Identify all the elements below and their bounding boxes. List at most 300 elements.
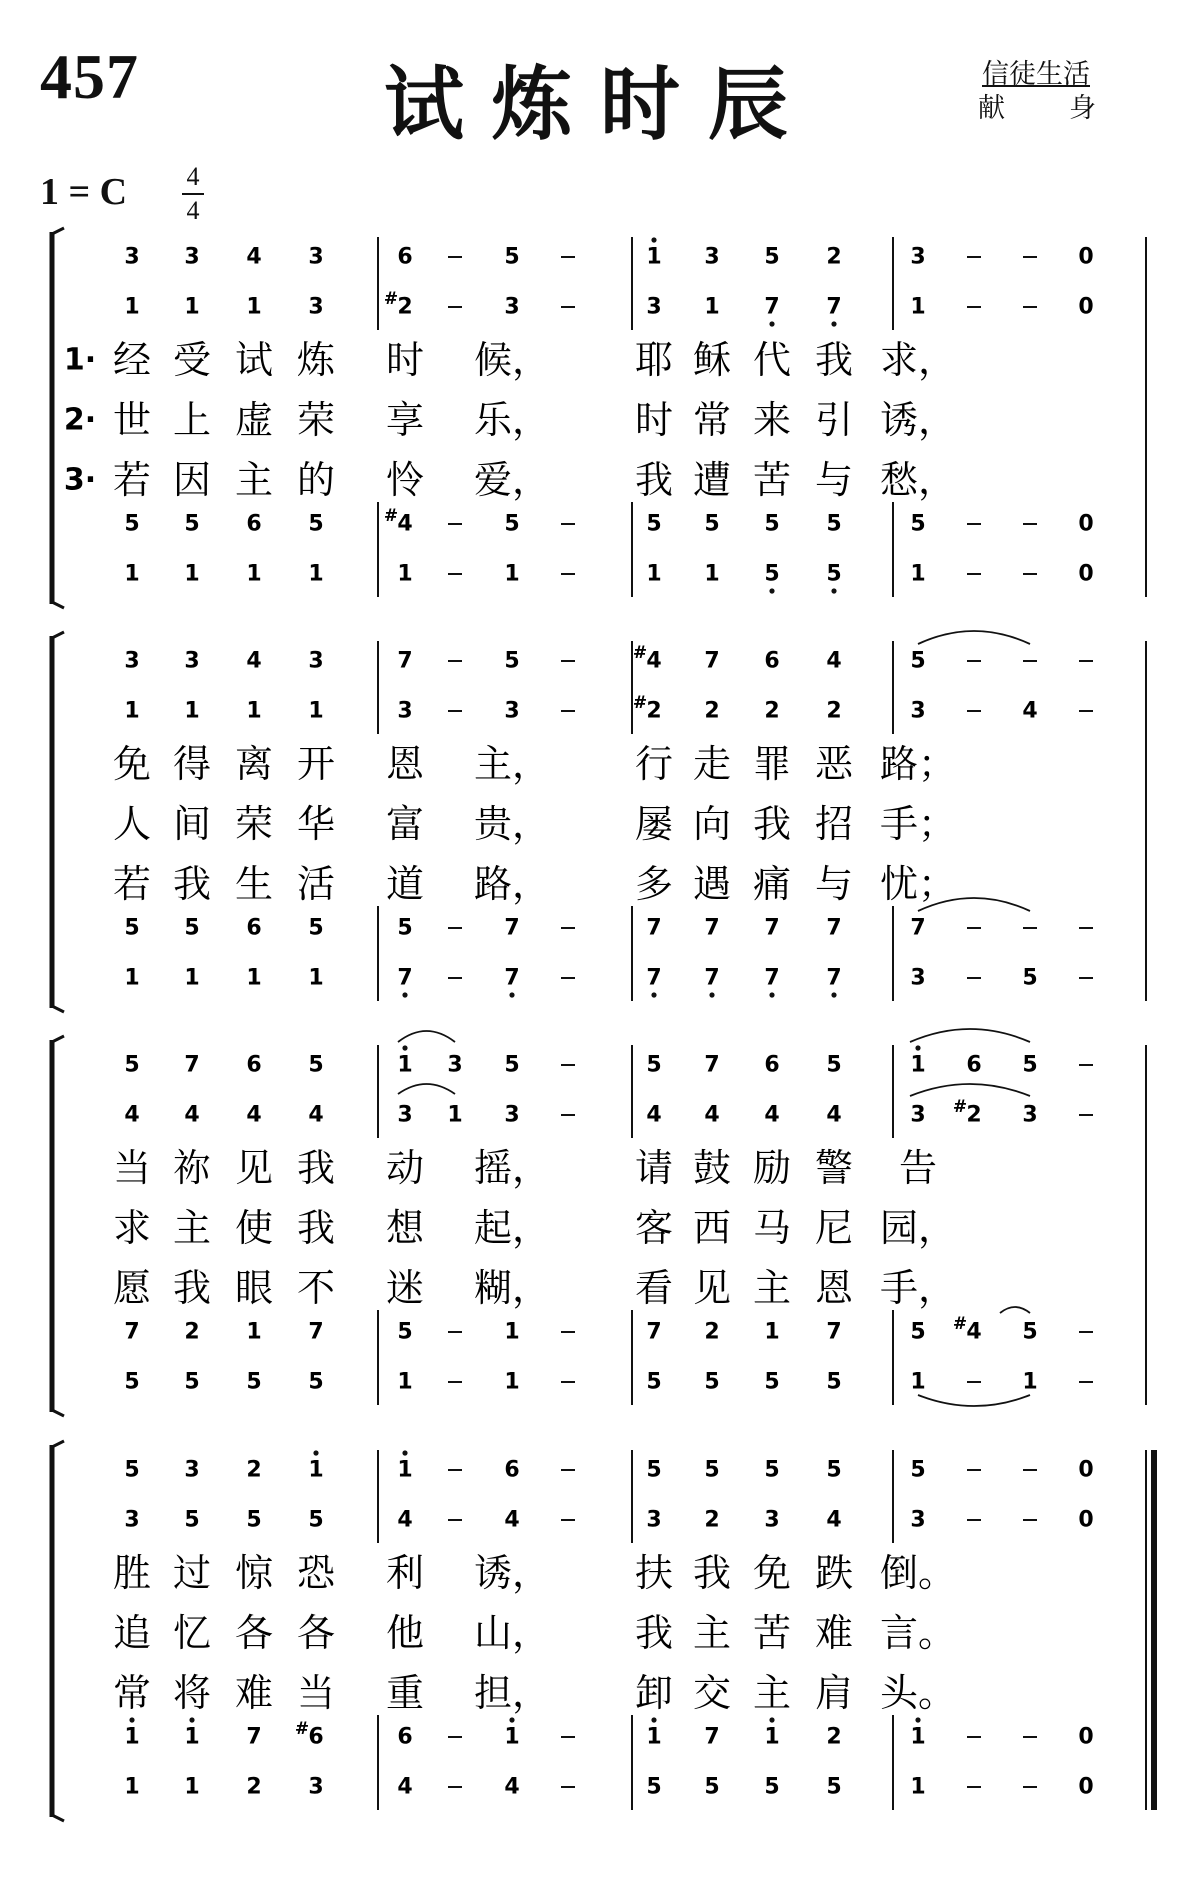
alto-note: 0 xyxy=(1078,294,1094,320)
lyric-char: 享 xyxy=(385,398,425,442)
alto-note: 1 xyxy=(447,1102,463,1128)
lyric-char: 担， xyxy=(473,1671,551,1715)
alto-note: 3 xyxy=(504,1102,520,1128)
tenor-note: 1 xyxy=(764,1724,780,1750)
lyric-char: 走 xyxy=(692,742,732,786)
soprano-note: 5 xyxy=(504,244,520,270)
lyric-char: 多 xyxy=(634,862,674,906)
alto-note: 2 xyxy=(704,698,720,724)
sharp-sign: # xyxy=(294,1719,310,1739)
tenor-note: 1 xyxy=(246,1319,262,1345)
lyric-char: 我 xyxy=(692,1551,732,1595)
octave-high-dot xyxy=(189,1717,194,1722)
bracket-hook-bottom xyxy=(52,1410,64,1416)
slur xyxy=(398,1031,455,1042)
bass-note: 1 xyxy=(246,561,262,587)
tenor-note: 5 xyxy=(308,915,324,941)
soprano-note: 3 xyxy=(308,244,324,270)
octave-low-dot xyxy=(651,992,656,997)
bass-note: 7 xyxy=(397,965,413,991)
octave-low-dot xyxy=(709,992,714,997)
lyric-char: 难 xyxy=(814,1611,854,1655)
soprano-note: 3 xyxy=(308,648,324,674)
alto-note: 1 xyxy=(184,294,200,320)
alto-note: 3 xyxy=(646,1507,662,1533)
alto-note: 2 xyxy=(764,698,780,724)
bass-note: 1 xyxy=(124,1774,140,1800)
sharp-sign: # xyxy=(952,1097,968,1117)
lyric-char: 主 xyxy=(692,1611,732,1655)
key-signature: 1 = C xyxy=(40,171,128,213)
lyric-char: 我 xyxy=(172,862,212,906)
lyric-char: 经 xyxy=(112,338,152,382)
lyric-char: 受 xyxy=(172,338,212,382)
lyric-char: 励 xyxy=(752,1146,792,1190)
alto-note: 3 xyxy=(646,294,662,320)
bass-note: 7 xyxy=(826,965,842,991)
alto-note: 4 xyxy=(504,1507,520,1533)
soprano-note: 4 xyxy=(246,244,262,270)
alto-note: 1 xyxy=(246,698,262,724)
lyric-char: 开 xyxy=(296,742,336,786)
soprano-note: 3 xyxy=(184,244,200,270)
octave-high-dot xyxy=(509,1717,514,1722)
lyric-char: 路， xyxy=(473,862,551,906)
bass-note: 1 xyxy=(308,965,324,991)
soprano-note: 5 xyxy=(764,1457,780,1483)
lyric-char: 贵， xyxy=(473,802,551,846)
lyric-char: 与 xyxy=(814,862,854,906)
alto-note: 3 xyxy=(1022,1102,1038,1128)
lyric-char: 罪 xyxy=(752,742,792,786)
bracket-hook-bottom xyxy=(52,602,64,608)
lyric-char: 忧； xyxy=(879,862,957,906)
lyric-char: 我 xyxy=(634,458,674,502)
lyric-char: 我 xyxy=(296,1206,336,1250)
bass-note: 2 xyxy=(246,1774,262,1800)
bracket-hook-top xyxy=(52,632,64,638)
alto-note: 3 xyxy=(764,1507,780,1533)
alto-note: 3 xyxy=(504,294,520,320)
bass-note: 1 xyxy=(704,561,720,587)
lyric-char: 头。 xyxy=(879,1671,957,1715)
soprano-note: 7 xyxy=(184,1052,200,1078)
soprano-note: 2 xyxy=(246,1457,262,1483)
bass-note: 7 xyxy=(764,965,780,991)
lyric-char: 时 xyxy=(385,338,425,382)
subcategory-label: 献身 xyxy=(978,93,1096,124)
octave-low-dot xyxy=(769,992,774,997)
tenor-note: 5 xyxy=(826,511,842,537)
octave-high-dot xyxy=(402,1450,407,1455)
octave-high-dot xyxy=(915,1045,920,1050)
lyric-char: 来 xyxy=(752,398,792,442)
bass-note: 7 xyxy=(704,965,720,991)
lyric-char: 乐， xyxy=(473,398,551,442)
octave-high-dot xyxy=(651,1717,656,1722)
tenor-note: 7 xyxy=(764,915,780,941)
lyric-char: 警 xyxy=(814,1146,854,1190)
alto-note: 1 xyxy=(246,294,262,320)
soprano-note: 7 xyxy=(397,648,413,674)
slur xyxy=(918,1395,1030,1406)
soprano-note: 7 xyxy=(704,1052,720,1078)
tenor-note: 5 xyxy=(308,511,324,537)
lyric-char: 将 xyxy=(172,1671,212,1715)
alto-note: 1 xyxy=(184,698,200,724)
lyric-char: 离 xyxy=(234,742,274,786)
lyric-char: 求， xyxy=(879,338,957,382)
lyric-char: 见 xyxy=(234,1146,274,1190)
lyric-char: 虚 xyxy=(234,398,274,442)
octave-high-dot xyxy=(651,237,656,242)
lyric-char: 胜 xyxy=(112,1551,152,1595)
lyric-char: 请 xyxy=(634,1146,674,1190)
verse-number: 2· xyxy=(63,402,97,438)
alto-note: 7 xyxy=(764,294,780,320)
tenor-note: 5 xyxy=(184,511,200,537)
lyric-char: 重 xyxy=(385,1671,425,1715)
lyric-char: 荣 xyxy=(296,398,336,442)
octave-low-dot xyxy=(831,992,836,997)
bass-note: 5 xyxy=(646,1369,662,1395)
lyric-char: 我 xyxy=(634,1611,674,1655)
tenor-note: 1 xyxy=(504,1319,520,1345)
lyric-char: 富 xyxy=(385,802,425,846)
tenor-note: 2 xyxy=(184,1319,200,1345)
lyric-char: 追 xyxy=(112,1611,152,1655)
soprano-note: 4 xyxy=(826,648,842,674)
lyric-char: 愁， xyxy=(879,458,957,502)
soprano-note: 6 xyxy=(397,244,413,270)
tenor-note: 1 xyxy=(646,1724,662,1750)
lyric-char: 若 xyxy=(112,862,152,906)
lyric-char: 怜 xyxy=(385,458,425,502)
hymn-title: 试炼时辰 xyxy=(384,58,816,151)
sharp-sign: # xyxy=(952,1314,968,1334)
lyric-char: 园， xyxy=(879,1206,957,1250)
soprano-note: 5 xyxy=(910,1457,926,1483)
tenor-note: 5 xyxy=(704,511,720,537)
lyric-char: 路； xyxy=(879,742,957,786)
tenor-note: 5 xyxy=(184,915,200,941)
lyric-char: 我 xyxy=(814,338,854,382)
alto-note: 3 xyxy=(397,1102,413,1128)
bass-note: 1 xyxy=(504,1369,520,1395)
bass-note: 1 xyxy=(910,1774,926,1800)
lyric-char: 世 xyxy=(112,398,152,442)
soprano-note: 5 xyxy=(826,1457,842,1483)
lyric-char: 免 xyxy=(752,1551,792,1595)
soprano-note: 3 xyxy=(447,1052,463,1078)
alto-note: 4 xyxy=(826,1102,842,1128)
lyric-char: 惊 xyxy=(234,1551,274,1595)
lyric-char: 言。 xyxy=(879,1611,957,1655)
soprano-note: 0 xyxy=(1078,1457,1094,1483)
soprano-note: 5 xyxy=(646,1052,662,1078)
lyric-char: 难 xyxy=(234,1671,274,1715)
lyric-char: 倒。 xyxy=(879,1551,957,1595)
lyric-char: 试 xyxy=(234,338,274,382)
lyric-char: 我 xyxy=(752,802,792,846)
alto-note: 4 xyxy=(124,1102,140,1128)
soprano-note: 2 xyxy=(826,244,842,270)
lyric-char: 跌 xyxy=(814,1551,854,1595)
tenor-note: 1 xyxy=(184,1724,200,1750)
alto-note: 4 xyxy=(308,1102,324,1128)
soprano-note: 4 xyxy=(246,648,262,674)
tenor-note: 1 xyxy=(124,1724,140,1750)
alto-note: 3 xyxy=(910,698,926,724)
soprano-note: 4 xyxy=(646,648,662,674)
octave-low-dot xyxy=(769,321,774,326)
sharp-sign: # xyxy=(383,289,399,309)
octave-high-dot xyxy=(769,1717,774,1722)
lyric-char: 痛 xyxy=(752,862,792,906)
slur xyxy=(918,631,1030,644)
bass-note: 1 xyxy=(910,561,926,587)
bass-note: 1 xyxy=(910,1369,926,1395)
alto-note: 4 xyxy=(246,1102,262,1128)
bass-note: 5 xyxy=(764,1774,780,1800)
soprano-note: 1 xyxy=(397,1457,413,1483)
soprano-note: 6 xyxy=(764,1052,780,1078)
lyric-char: 手； xyxy=(879,802,957,846)
tenor-note: 4 xyxy=(966,1319,982,1345)
lyric-char: 交 xyxy=(692,1671,732,1715)
soprano-note: 5 xyxy=(504,1052,520,1078)
tenor-note: 7 xyxy=(646,915,662,941)
alto-note: 3 xyxy=(910,1102,926,1128)
alto-note: 3 xyxy=(504,698,520,724)
lyric-char: 主 xyxy=(172,1206,212,1250)
lyric-char: 当 xyxy=(112,1146,152,1190)
alto-note: 1 xyxy=(124,698,140,724)
lyric-char: 免 xyxy=(112,742,152,786)
sharp-sign: # xyxy=(383,506,399,526)
bass-note: 5 xyxy=(826,1369,842,1395)
lyric-char: 行 xyxy=(634,742,674,786)
lyric-char: 过 xyxy=(172,1551,212,1595)
tenor-note: 0 xyxy=(1078,511,1094,537)
soprano-note: 3 xyxy=(184,1457,200,1483)
lyric-char: 利 xyxy=(385,1551,425,1595)
octave-low-dot xyxy=(831,588,836,593)
alto-note: 4 xyxy=(826,1507,842,1533)
tenor-note: 2 xyxy=(704,1319,720,1345)
lyric-char: 想 xyxy=(385,1206,425,1250)
alto-note: 4 xyxy=(646,1102,662,1128)
soprano-note: 3 xyxy=(124,648,140,674)
bass-note: 5 xyxy=(764,561,780,587)
soprano-note: 5 xyxy=(646,1457,662,1483)
bass-note: 1 xyxy=(124,561,140,587)
lyric-char: 因 xyxy=(172,458,212,502)
octave-high-dot xyxy=(915,1717,920,1722)
lyric-char: 稣 xyxy=(692,338,732,382)
soprano-note: 5 xyxy=(124,1457,140,1483)
soprano-note: 1 xyxy=(397,1052,413,1078)
tenor-note: 7 xyxy=(504,915,520,941)
lyric-char: 忆 xyxy=(172,1611,212,1655)
lyric-char: 生 xyxy=(234,862,274,906)
lyric-char: 向 xyxy=(692,802,732,846)
tenor-note: 0 xyxy=(1078,1724,1094,1750)
soprano-note: 5 xyxy=(704,1457,720,1483)
soprano-note: 5 xyxy=(308,1052,324,1078)
lyric-char: 遇 xyxy=(692,862,732,906)
alto-note: 3 xyxy=(124,1507,140,1533)
soprano-note: 1 xyxy=(910,1052,926,1078)
alto-note: 3 xyxy=(910,1507,926,1533)
lyric-char: 华 xyxy=(296,802,336,846)
octave-high-dot xyxy=(402,1045,407,1050)
tenor-note: 7 xyxy=(646,1319,662,1345)
bass-note: 5 xyxy=(1022,965,1038,991)
octave-low-dot xyxy=(769,588,774,593)
lyric-char: 主 xyxy=(752,1671,792,1715)
alto-note: 0 xyxy=(1078,1507,1094,1533)
tenor-note: 5 xyxy=(646,511,662,537)
soprano-note: 6 xyxy=(966,1052,982,1078)
bass-note: 5 xyxy=(246,1369,262,1395)
lyric-char: 道 xyxy=(385,862,425,906)
soprano-note: 1 xyxy=(308,1457,324,1483)
lyric-char: 西 xyxy=(692,1206,732,1250)
tenor-note: 6 xyxy=(246,915,262,941)
bass-note: 5 xyxy=(704,1369,720,1395)
slur xyxy=(910,1084,1030,1096)
lyric-char: 恐 xyxy=(296,1551,336,1595)
lyric-char: 常 xyxy=(112,1671,152,1715)
lyric-char: 肩 xyxy=(814,1671,854,1715)
lyric-char: 代 xyxy=(752,338,792,382)
tenor-note: 5 xyxy=(397,915,413,941)
lyric-char: 炼 xyxy=(296,338,336,382)
lyric-char: 时 xyxy=(634,398,674,442)
bass-note: 0 xyxy=(1078,1774,1094,1800)
sharp-sign: # xyxy=(632,693,648,713)
alto-note: 3 xyxy=(308,294,324,320)
lyric-char: 苦 xyxy=(752,1611,792,1655)
lyric-char: 恩 xyxy=(385,742,425,786)
octave-low-dot xyxy=(402,992,407,997)
lyric-char: 屡 xyxy=(634,802,674,846)
lyric-char: 恩 xyxy=(814,1266,854,1310)
lyric-char: 不 xyxy=(296,1266,336,1310)
tenor-note: 7 xyxy=(246,1724,262,1750)
slur xyxy=(1000,1307,1030,1313)
alto-note: 5 xyxy=(184,1507,200,1533)
soprano-note: 6 xyxy=(764,648,780,674)
alto-note: 2 xyxy=(646,698,662,724)
soprano-note: 6 xyxy=(504,1457,520,1483)
bass-note: 1 xyxy=(397,561,413,587)
octave-high-dot xyxy=(129,1717,134,1722)
lyric-char: 各 xyxy=(234,1611,274,1655)
lyric-char: 人 xyxy=(112,802,152,846)
lyric-char: 马 xyxy=(752,1206,792,1250)
bass-note: 1 xyxy=(246,965,262,991)
alto-note: 4 xyxy=(704,1102,720,1128)
tenor-note: 5 xyxy=(124,915,140,941)
lyric-char: 引 xyxy=(814,398,854,442)
lyric-char: 荣 xyxy=(234,802,274,846)
soprano-note: 5 xyxy=(504,648,520,674)
bass-note: 5 xyxy=(124,1369,140,1395)
lyric-char: 卸 xyxy=(634,1671,674,1715)
lyric-char: 看 xyxy=(634,1266,674,1310)
bass-note: 4 xyxy=(504,1774,520,1800)
tenor-note: 7 xyxy=(704,915,720,941)
tenor-note: 5 xyxy=(910,511,926,537)
lyric-char: 山， xyxy=(473,1611,551,1655)
lyric-char: 尼 xyxy=(814,1206,854,1250)
lyric-char: 各 xyxy=(296,1611,336,1655)
tenor-note: 4 xyxy=(397,511,413,537)
slur xyxy=(398,1084,455,1094)
bass-note: 4 xyxy=(397,1774,413,1800)
lyric-char: 迷 xyxy=(385,1266,425,1310)
bass-note: 1 xyxy=(184,561,200,587)
alto-note: 1 xyxy=(308,698,324,724)
bass-note: 3 xyxy=(910,965,926,991)
bracket-hook-top xyxy=(52,228,64,234)
lyric-char: 遭 xyxy=(692,458,732,502)
lyric-char: 诱， xyxy=(473,1551,551,1595)
bass-note: 3 xyxy=(308,1774,324,1800)
lyric-char: 起， xyxy=(473,1206,551,1250)
tenor-note: 6 xyxy=(397,1724,413,1750)
lyric-char: 主， xyxy=(473,742,551,786)
tenor-note: 6 xyxy=(246,511,262,537)
soprano-note: 1 xyxy=(646,244,662,270)
tenor-note: 7 xyxy=(910,915,926,941)
lyric-char: 眼 xyxy=(234,1266,274,1310)
lyric-char: 主 xyxy=(752,1266,792,1310)
alto-note: 5 xyxy=(308,1507,324,1533)
lyric-char: 摇， xyxy=(473,1146,551,1190)
bass-note: 1 xyxy=(124,965,140,991)
alto-note: 1 xyxy=(124,294,140,320)
lyric-char: 我 xyxy=(296,1146,336,1190)
bass-note: 1 xyxy=(397,1369,413,1395)
alto-note: 2 xyxy=(826,698,842,724)
time-signature-beats: 4 xyxy=(186,162,200,191)
soprano-note: 7 xyxy=(704,648,720,674)
bass-note: 5 xyxy=(764,1369,780,1395)
alto-note: 2 xyxy=(397,294,413,320)
tenor-note: 7 xyxy=(826,1319,842,1345)
soprano-note: 3 xyxy=(184,648,200,674)
lyric-char: 求 xyxy=(112,1206,152,1250)
tenor-note: 5 xyxy=(910,1319,926,1345)
lyric-char: 客 xyxy=(634,1206,674,1250)
alto-note: 1 xyxy=(910,294,926,320)
lyric-char: 糊， xyxy=(473,1266,551,1310)
lyric-char: 他 xyxy=(385,1611,425,1655)
lyric-char: 扶 xyxy=(634,1551,674,1595)
bass-note: 5 xyxy=(184,1369,200,1395)
tenor-note: 1 xyxy=(504,1724,520,1750)
tenor-note: 1 xyxy=(910,1724,926,1750)
lyric-char: 常 xyxy=(692,398,732,442)
tenor-note: 7 xyxy=(704,1724,720,1750)
bracket-hook-bottom xyxy=(52,1815,64,1821)
lyric-char: 苦 xyxy=(752,458,792,502)
lyric-char: 告 xyxy=(898,1146,938,1190)
soprano-note: 3 xyxy=(704,244,720,270)
